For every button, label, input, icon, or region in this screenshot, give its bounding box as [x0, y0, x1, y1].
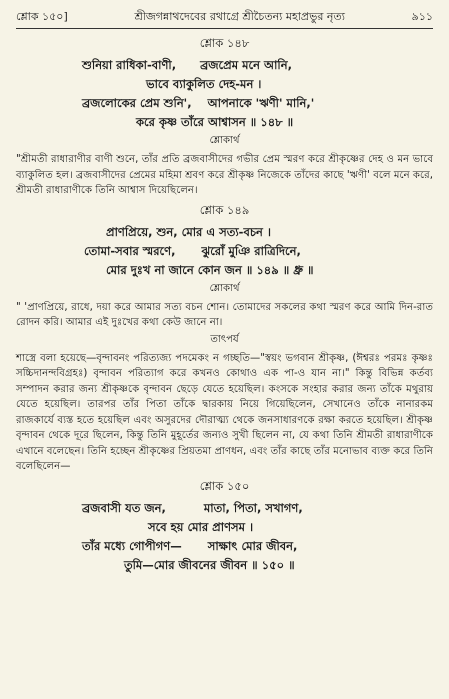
verse-149-translation-label: শ্লোকার্থ — [209, 282, 240, 294]
verse-148-line-3b: আপনাকে 'ঋণী' মানি,' — [207, 96, 315, 110]
verse-149-text — [16, 223, 433, 280]
verse-149-heading: শ্লোক ১৪৯ — [199, 202, 250, 217]
header-verse-ref: শ্লোক ১৫০] — [16, 10, 68, 23]
header-rule — [16, 28, 433, 29]
verse-148-line-3a: ব্রজলোকের প্রেম শুনি', — [82, 96, 192, 110]
verse-149-purport — [16, 351, 433, 475]
verse-149-line-1: প্রাণপ্রিয়ে, শুন, মোর এ সত্য-বচন । — [106, 224, 272, 239]
verse-150-line-4: তুমি—মোর জীবনের জীবন ॥ ১৫০ ॥ — [124, 557, 295, 572]
verse-150-heading: শ্লোক ১৫০ — [199, 478, 250, 493]
verse-149-translation — [16, 300, 433, 331]
verse-148-line-1b: ব্রজপ্রেম মনে আনি, — [200, 58, 292, 72]
verse-148-text — [16, 56, 433, 132]
verse-149-purport-label: তাৎপর্য — [210, 333, 239, 345]
verse-150-line-1b: মাতা, পিতা, সখাগণ, — [203, 500, 303, 515]
verse-149-purport-text: শাস্ত্রে বলা হয়েছে—বৃন্দাবনং পরিত্যজ্য পদমেকং ন গচ্ছতি—"স্বয়ং ভগবান শ্রীকৃষ্ণ, (ঈশ্বরঃ পরমঃ কৃষ্ণঃ সচ্চিদানন্দবিগ্রহঃ) বৃন্দাবন পরিত্যাগ করে কখনও কোথাও এক পা-ও যান না।" কিন্তু বিভিন্ন কর্তব্য সম্পাদন করার জন্য শ্রীকৃষ্ণকে বৃন্দাবন ছেড়ে যেতে হয়েছিল। কংসকে সংহার করার জন্য তাঁকে মথুরায় যেতে হয়েছিল। তারপর তাঁর পিতা তাঁকে দ্বারকায় নিয়ে গিয়েছিলেন, সেখানেও তাঁকে নানারকম রাজকার্যে ব্যস্ত হতে হয়েছিল এবং অসুরদের দৌরাত্ম্য থেকে জনসাধারণকে রক্ষা করতে হয়েছিল। শ্রীকৃষ্ণ বৃন্দাবন থেকে দূরে ছিলেন, কিন্তু তিনি মুহূর্তের জন্যও সুখী ছিলেন না, যে কথা তিনি শ্রীমতী রাধারাণীকে এখানে বলেছেন। তিনি হচ্ছেন শ্রীকৃষ্ণের প্রিয়তমা প্রাণধন, এবং তাঁর কাছে তাঁর মনোভাব ব্যক্ত করে তিনি বলেছিলেন— — [16, 352, 433, 472]
verse-149-line-2b: ঝুরোঁ মুঞি রাত্রিদিনে, — [201, 243, 301, 258]
verse-150-line-1a: ব্রজবাসী যত জন, — [82, 500, 166, 515]
verse-149-translation-text: " 'প্রাণপ্রিয়ে, রাধে, দয়া করে আমার সত্য বচন শোন। তোমাদের সকলের কথা স্মরণ করে আমি দিন-রাত রোদন করি। আমার এই দুঃখের কথা কেউ জানে না। — [16, 301, 433, 328]
header-title: শ্রীজগন্নাথদেবের রথাগ্রে শ্রীচৈতন্য মহাপ্রভুর নৃত্য — [134, 10, 345, 23]
verse-148-line-2: ভাবে ব্যাকুলিত দেহ-মন । — [146, 77, 262, 91]
verse-148-line-4: করে কৃষ্ণ তাঁরে আশ্বাসন ॥ ১৪৮ ॥ — [136, 115, 294, 129]
verse-148-heading: শ্লোক ১৪৮ — [199, 36, 250, 50]
running-header — [16, 8, 433, 26]
verse-150-line-3a: তাঁর মধ্যে গোপীগণ— — [82, 538, 182, 553]
verse-149-line-3: মোর দুঃখ না জানে কোন জন ॥ ১৪৯ ॥ ধ্রু ॥ — [106, 262, 314, 277]
verse-150-line-3b: সাক্ষাৎ মোর জীবন, — [207, 538, 298, 553]
verse-149-line-2a: তোমা-সবার স্মরণে, — [84, 243, 176, 258]
verse-148-translation-text: "শ্রীমতী রাধারাণীর বাণী শুনে, তাঁর প্রতি ব্রজবাসীদের গভীর প্রেম স্মরণ করে শ্রীকৃষ্ণের দেহ ও মন ভাবে ব্যাকুলিত হল। ব্রজবাসীদের প্রেমের মহিমা শ্রবণ করে শ্রীকৃষ্ণ নিজেকে তাঁদের কাছে 'ঋণী' বলে মনে করে, শ্রীমতী রাধারাণীকে তিনি আশ্বাস দিয়েছিলেন। — [16, 154, 433, 196]
verse-148-line-1a: শুনিয়া রাধিকা-বাণী, — [82, 58, 177, 72]
verse-148-translation — [16, 152, 433, 199]
verse-150-line-2: সবে হয় মোর প্রাণসম । — [148, 519, 254, 534]
verse-150-text — [16, 499, 433, 575]
verse-148-translation-label: শ্লোকার্থ — [209, 135, 240, 146]
page-number: ৯১১ — [411, 10, 433, 23]
